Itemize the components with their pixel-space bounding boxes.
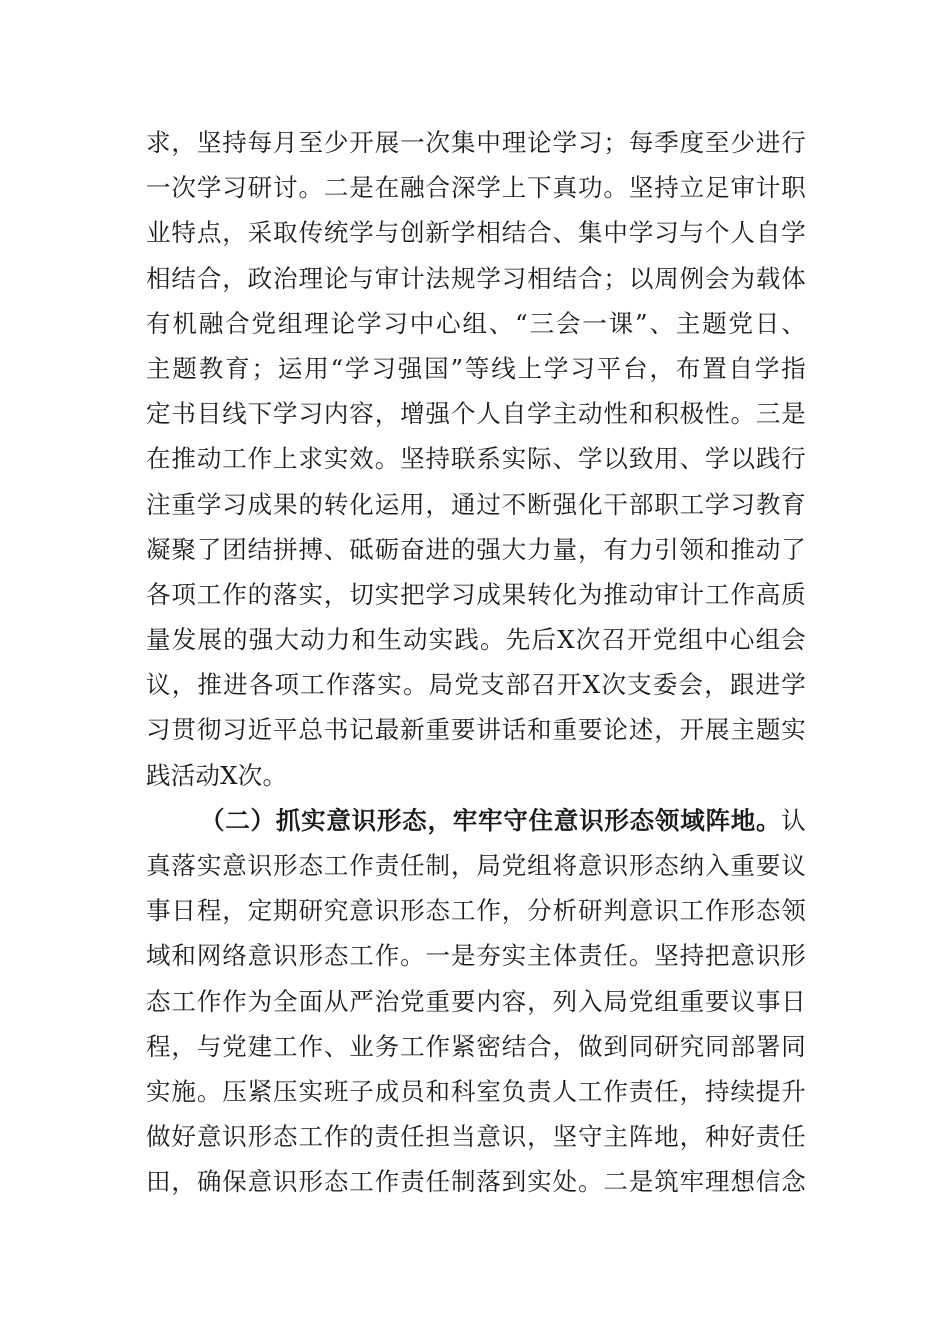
text-line: 做好意识形态工作的责任担当意识，坚守主阵地，种好责任 — [146, 1122, 806, 1152]
text-line: 求，坚持每月至少开展一次集中理论学习；每季度至少进行 — [146, 128, 806, 157]
text-line: 定书目线下学习内容，增强个人自学主动性和积极性。三是 — [146, 399, 806, 429]
text-line: 各项工作的落实，切实把学习成果转化为推动审计工作高质 — [146, 579, 806, 609]
text-line: 习贯彻习近平总书记最新重要讲话和重要论述，开展主题实 — [146, 715, 806, 745]
text-line: 一次学习研讨。二是在融合深学上下真功。坚持立足审计职 — [146, 173, 806, 203]
text-line: 业特点，采取传统学与创新学相结合、集中学习与个人自学 — [146, 218, 806, 248]
text-line: 田，确保意识形态工作责任制落到实处。二是筑牢理想信念 — [146, 1167, 806, 1197]
paragraph-1 — [146, 120, 806, 798]
text-line: 践活动X次。 — [146, 760, 288, 790]
section-heading-line — [146, 798, 806, 843]
text-line: 相结合，政治理论与审计法规学习相结合；以周例会为载体 — [146, 263, 806, 293]
section-heading: （二）抓实意识形态，牢牢守住意识形态领域阵地。 — [200, 805, 782, 835]
document-body — [146, 120, 806, 1205]
text-line: 域和网络意识形态工作。一是夯实主体责任。坚持把意识形 — [146, 941, 806, 971]
text-line: 凝聚了团结拼搏、砥砺奋进的强大力量，有力引领和推动了 — [146, 534, 806, 564]
text-line: 注重学习成果的转化运用，通过不断强化干部职工学习教育 — [146, 489, 806, 519]
text-line: 量发展的强大动力和生动实践。先后X次召开党组中心组会 — [146, 625, 806, 655]
text-line: 主题教育；运用“学习强国”等线上学习平台，布置自学指 — [146, 353, 806, 383]
text-line: 态工作作为全面从严治党重要内容，列入局党组重要议事日 — [146, 986, 806, 1016]
heading-line-continuation: 认 — [781, 805, 806, 835]
paragraph-2 — [146, 798, 806, 1205]
text-line: 真落实意识形态工作责任制，局党组将意识形态纳入重要议 — [146, 851, 806, 880]
text-line: 事日程，定期研究意识形态工作，分析研判意识工作形态领 — [146, 896, 806, 926]
text-line: 在推动工作上求实效。坚持联系实际、学以致用、学以践行 — [146, 444, 806, 474]
text-line: 有机融合党组理论学习中心组、“三会一课”、主题党日、 — [146, 308, 806, 338]
text-line: 程，与党建工作、业务工作紧密结合，做到同研究同部署同 — [146, 1031, 806, 1061]
text-line: 实施。压紧压实班子成员和科室负责人工作责任，持续提升 — [146, 1076, 806, 1106]
text-line: 议，推进各项工作落实。局党支部召开X次支委会，跟进学 — [146, 670, 806, 700]
